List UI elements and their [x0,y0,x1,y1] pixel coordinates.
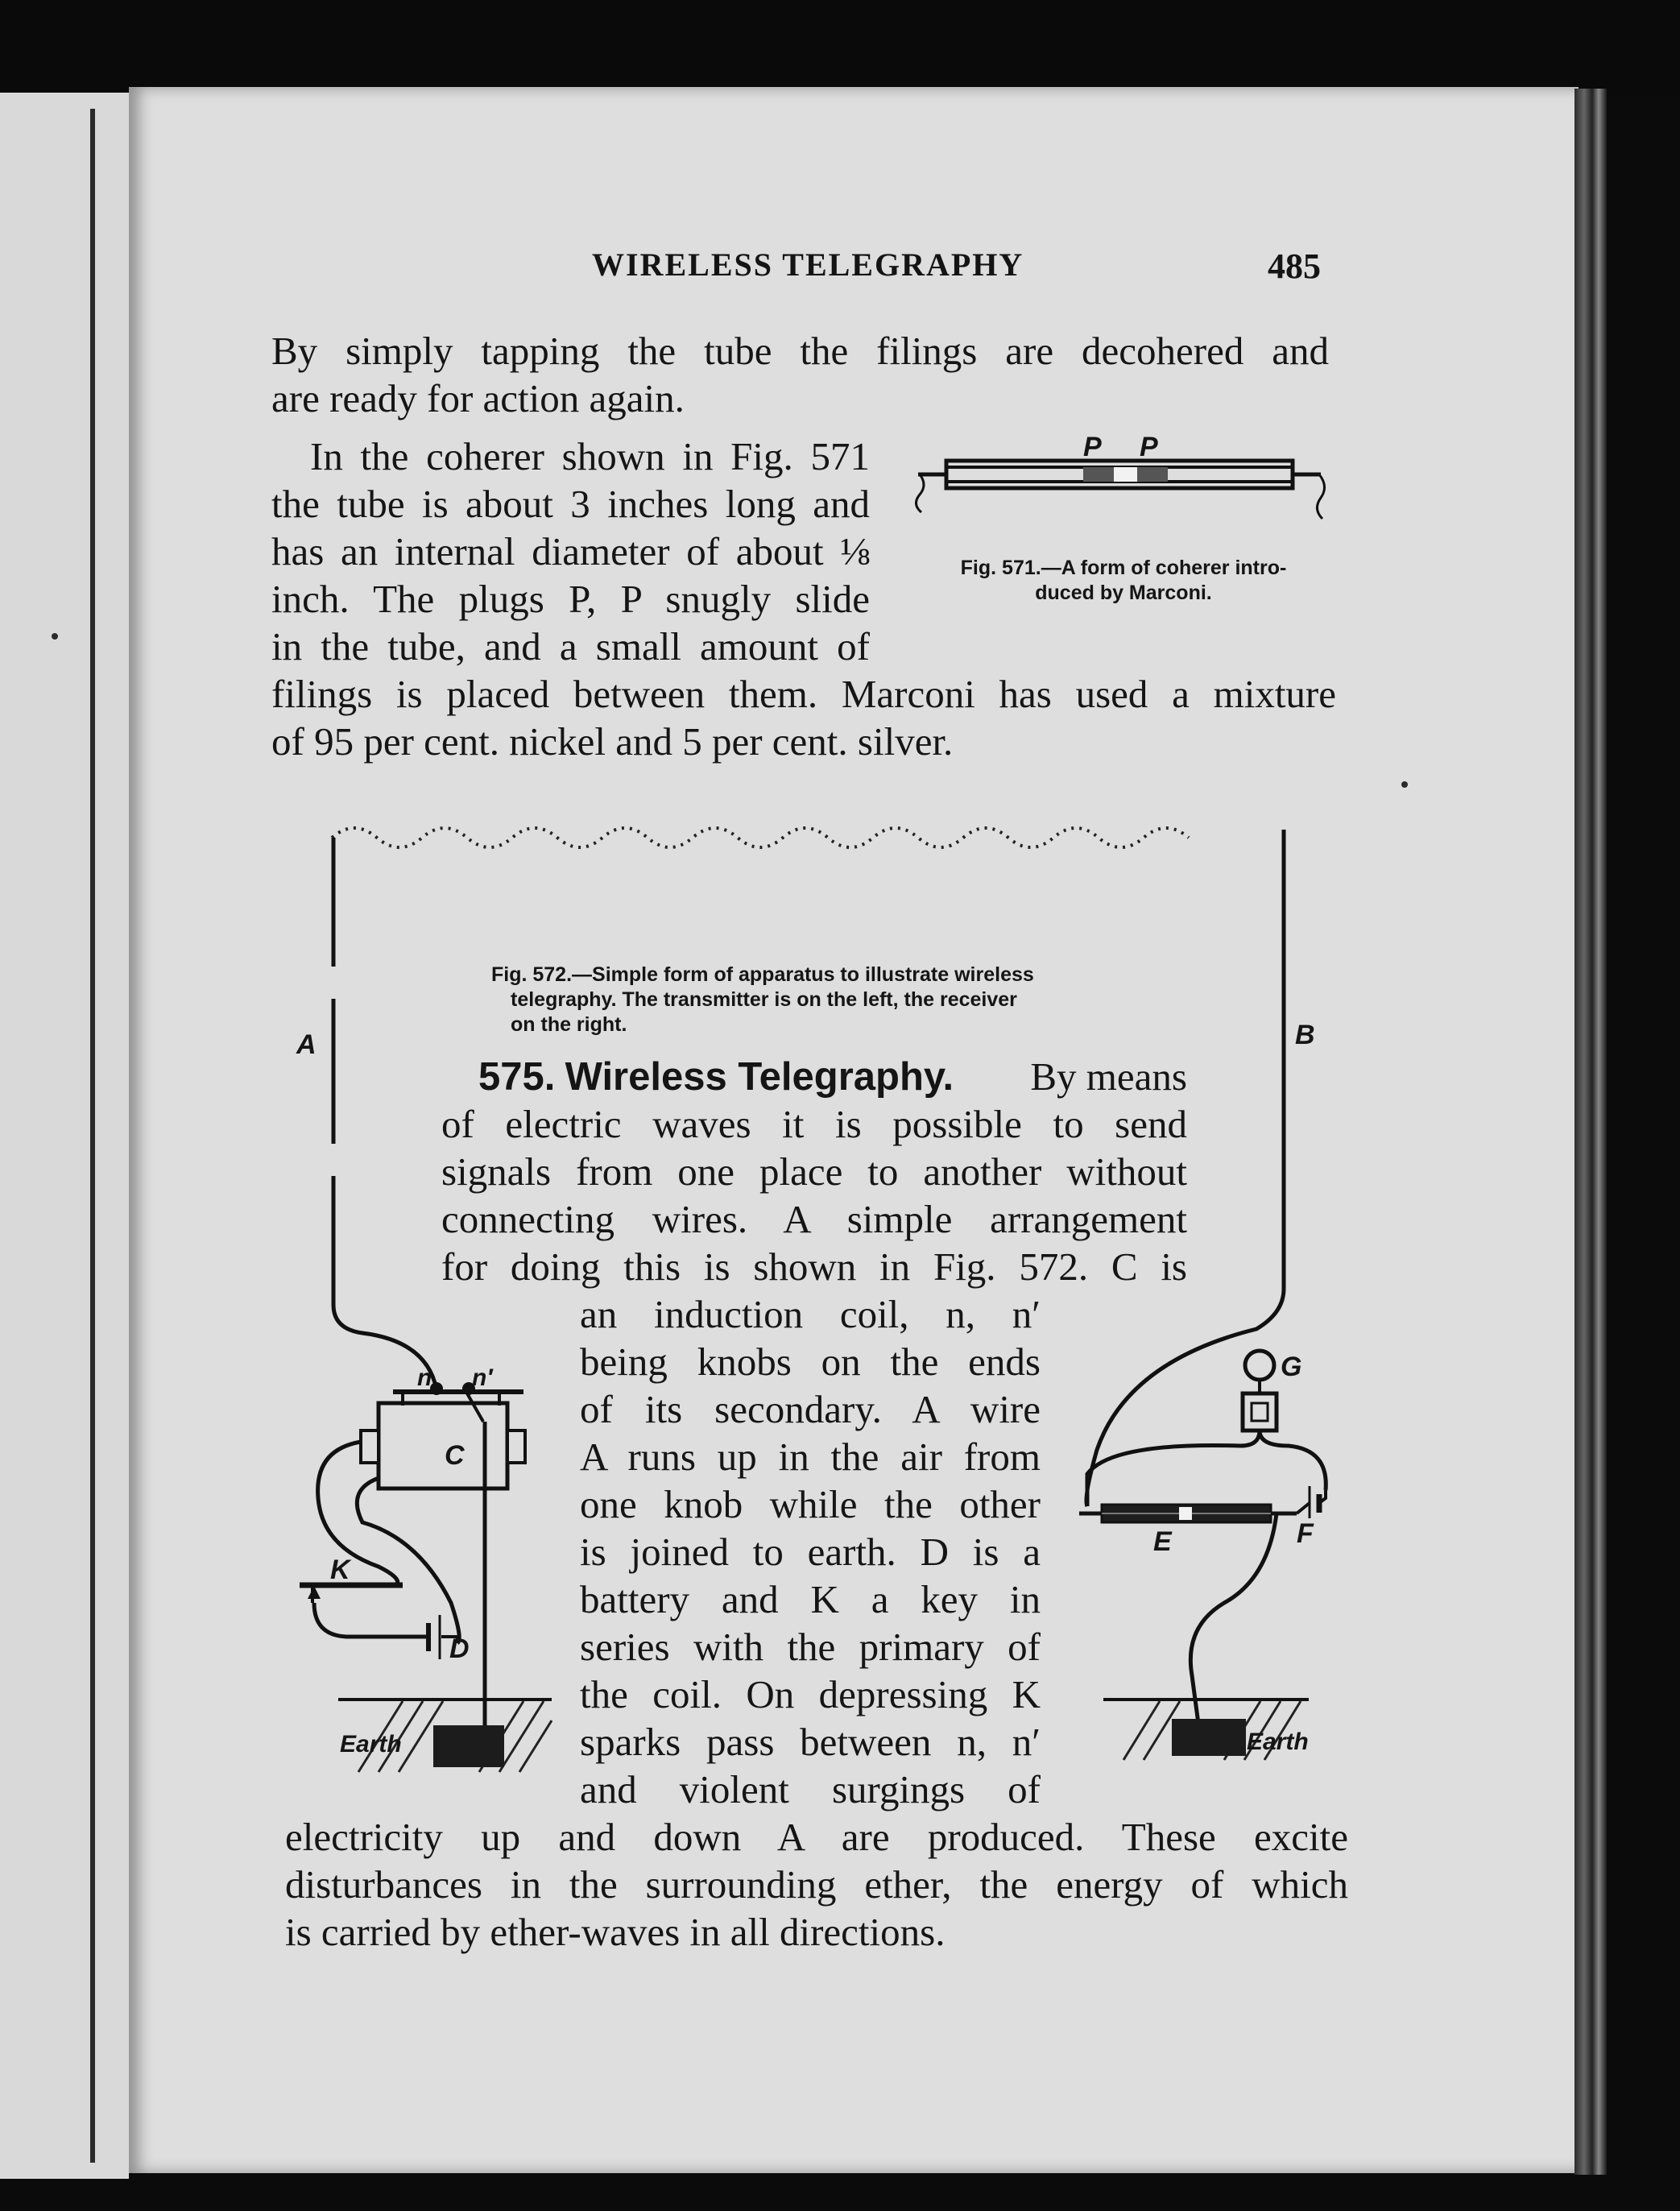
text-line: for doing this is shown in Fig. 572. C is [441,1244,1187,1289]
fig572-label-b: B [1295,1020,1315,1050]
text-line: has an internal diameter of about ⅛ [271,529,870,573]
text-line: of its secondary. A wire [580,1387,1041,1431]
fig572-label-earth-left: Earth [340,1731,402,1758]
text-line: one knob while the other [580,1482,1041,1526]
fig572-label-n: n [417,1364,432,1391]
fig572-label-c: C [445,1440,465,1471]
text-line: of electric waves it is possible to send [441,1102,1187,1146]
text-line: battery and K a key in [580,1577,1041,1621]
text-line: being knobs on the ends [580,1339,1041,1384]
text-line: an induction coil, n, n′ [580,1292,1041,1336]
fig572-label-a: A [296,1029,317,1060]
section-heading-line [478,1053,1187,1101]
text-line: is carried by ether-waves in all directions. [285,1910,946,1954]
running-header: WIRELESS TELEGRAPHY [592,246,1024,283]
fig571-label-p: P [1083,432,1102,462]
text-line: electricity up and down A are produced. These excite [285,1815,1348,1859]
fig572-label-n-prime: n′ [472,1364,493,1391]
fig571-label-p: P [1140,432,1158,462]
text-line: the tube is about 3 inches long and [271,482,870,526]
text-line: inch. The plugs P, P snugly slide [271,577,870,621]
caption-line: telegraphy. The transmitter is on the left, the receiver [511,988,1017,1011]
section-title: Wireless Telegraphy. [565,1055,954,1099]
fig572-label-d: D [449,1633,470,1664]
caption-line: Fig. 571.—A form of coherer intro- [960,557,1287,579]
fig572-label-k: K [330,1555,350,1585]
caption-line: on the right. [511,1013,627,1036]
text-line: are ready for action again. [271,376,685,420]
text-line: series with the primary of [580,1625,1041,1669]
fig572-label-g: G [1281,1352,1302,1382]
fig572-label-e: E [1153,1526,1172,1557]
text-line: In the coherer shown in Fig. 571 [310,434,870,478]
text-line: signals from one place to another without [441,1149,1187,1194]
text-line: connecting wires. A simple arrangement [441,1197,1187,1241]
text-line: sparks pass between n, n′ [580,1720,1041,1764]
section-number: 575. [478,1055,556,1099]
text-line: disturbances in the surrounding ether, the energy of which [285,1862,1348,1907]
caption-line: Fig. 572.—Simple form of apparatus to illustrate wireless [491,963,1034,986]
fig572-caption [491,963,1152,1037]
text-line: of 95 per cent. nickel and 5 per cent. silver. [271,719,954,764]
text-line: in the tube, and a small amount of [271,624,870,669]
text-line: By simply tapping the tube the filings are decohered and [271,329,1329,373]
text-line: and violent surgings of [580,1767,1041,1811]
text-line: By means [1030,1054,1187,1099]
caption-line: duced by Marconi. [1035,582,1212,604]
fig572-label-earth-right: Earth [1247,1729,1309,1755]
text-line: filings is placed between them. Marconi has used a mixture [271,672,1336,716]
page-number: 485 [1268,246,1321,286]
text-line: A runs up in the air from [580,1435,1041,1479]
text-line: the coil. On depressing K [580,1672,1041,1716]
fig572-label-f: F [1297,1518,1314,1549]
text-line: is joined to earth. D is a [580,1530,1041,1574]
